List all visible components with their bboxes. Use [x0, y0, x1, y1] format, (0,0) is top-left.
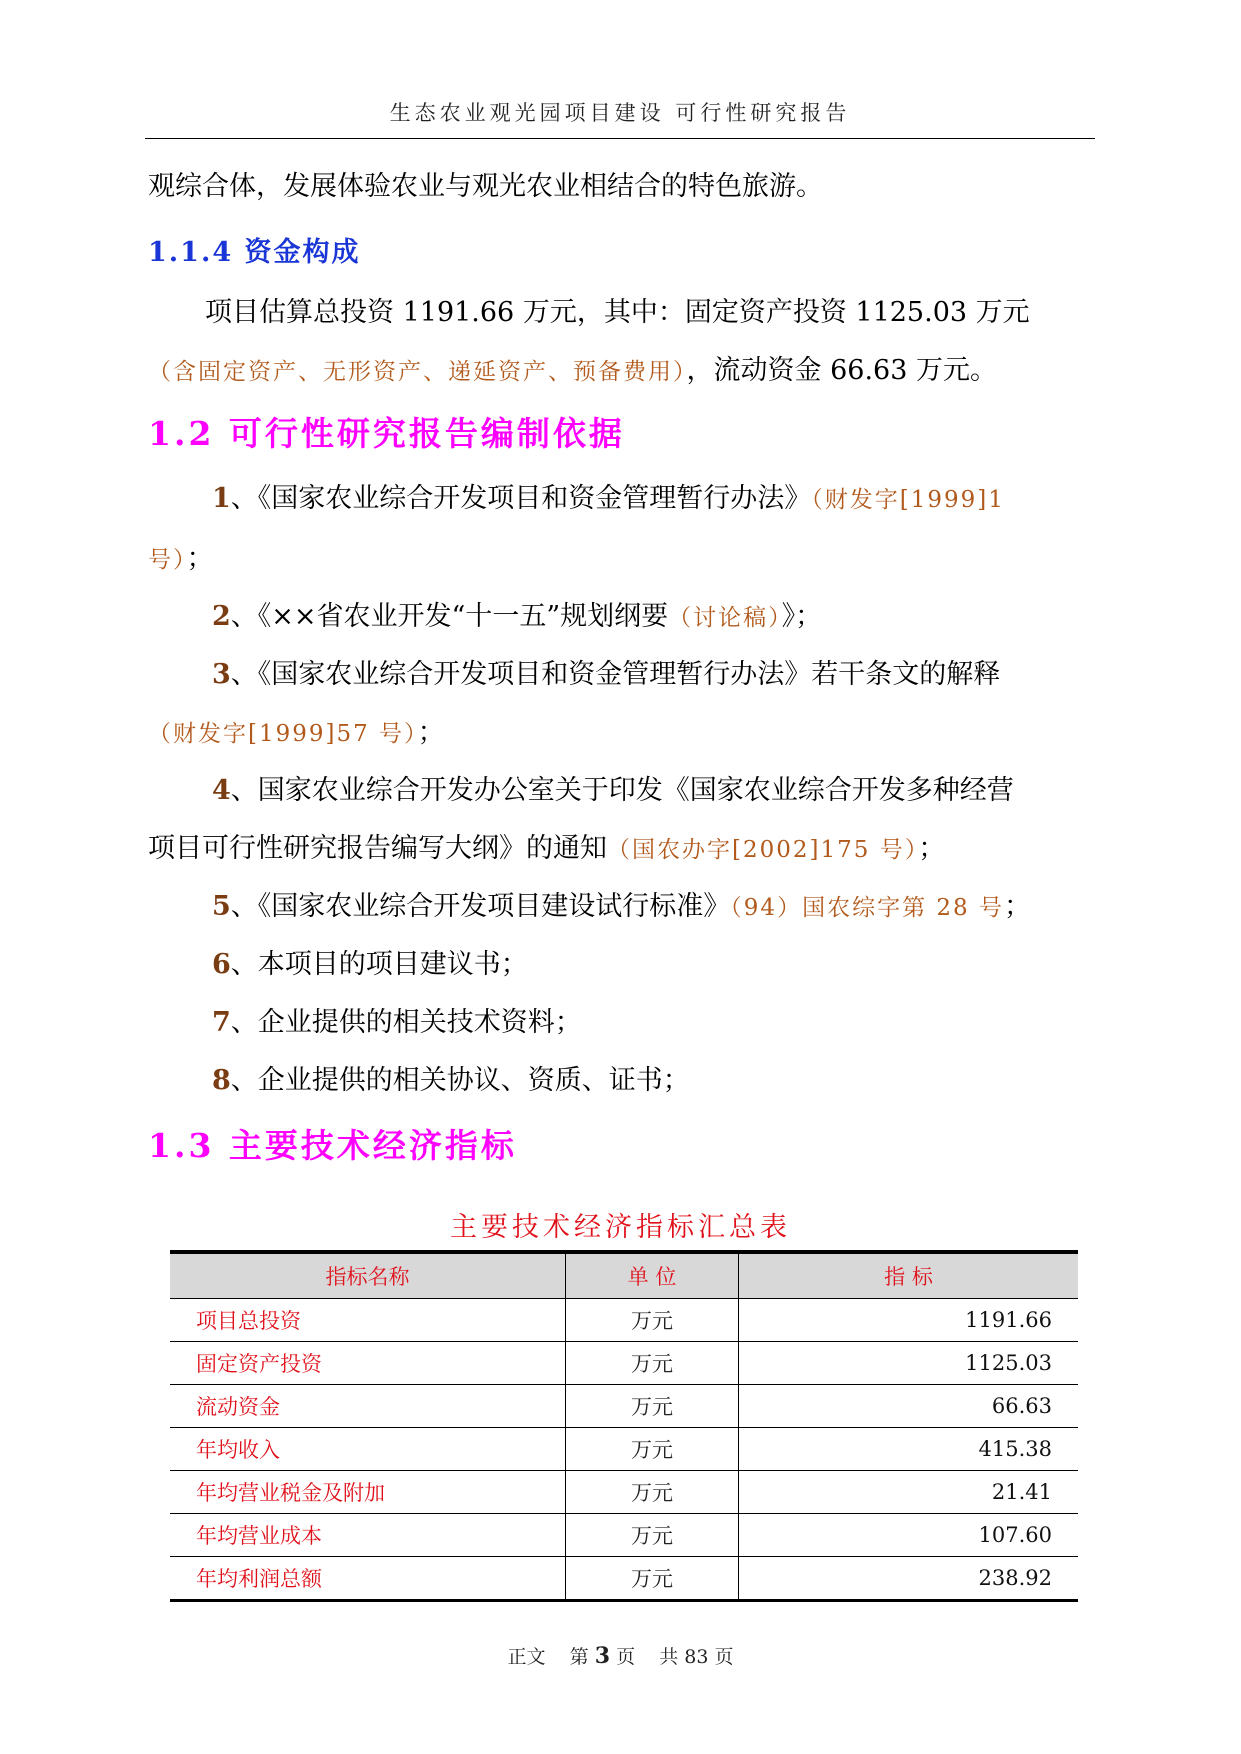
- item-text: 、企业提供的相关协议、资质、证书；: [230, 1065, 690, 1096]
- basis-item-5: [212, 884, 1031, 923]
- basis-item-6: [212, 942, 528, 981]
- indicator-unit: 万元: [566, 1514, 739, 1557]
- indicator-unit: 万元: [566, 1299, 739, 1342]
- indicator-name: 年均营业成本: [170, 1514, 566, 1557]
- col-header-name: 指标名称: [170, 1254, 566, 1299]
- item-text: 、国家农业综合开发办公室关于印发《国家农业综合开发多种经营: [230, 775, 1014, 806]
- indicator-name: 固定资产投资: [170, 1342, 566, 1385]
- footer-page-suffix: 页: [616, 1646, 636, 1668]
- item-note: （财发字[1999]57 号）: [148, 721, 418, 747]
- funding-tail: ，流动资金 66.63 万元。: [686, 355, 997, 386]
- item-tail: 》；: [781, 601, 823, 632]
- item-note: 号）: [148, 547, 187, 573]
- table-row: [170, 1514, 1078, 1557]
- col-header-value: 指 标: [739, 1254, 1079, 1299]
- header-title: 生态农业观光园项目建设 可行性研究报告: [389, 101, 851, 125]
- indicator-value: 1191.66: [739, 1299, 1079, 1342]
- indicator-value: 66.63: [739, 1385, 1079, 1428]
- indicator-value: 21.41: [739, 1471, 1079, 1514]
- item-number: 4: [212, 775, 231, 806]
- indicator-name: 流动资金: [170, 1385, 566, 1428]
- item-text: 、《国家农业综合开发项目和资金管理暂行办法》: [230, 483, 812, 514]
- basis-item-4-line1: [212, 768, 1014, 807]
- indicator-unit: 万元: [566, 1557, 739, 1601]
- basis-item-4-line2: [148, 826, 945, 865]
- item-text: 项目可行性研究报告编写大纲》的通知: [148, 833, 607, 864]
- item-number: 8: [212, 1065, 231, 1096]
- item-number: 5: [212, 891, 231, 922]
- indicator-unit: 万元: [566, 1385, 739, 1428]
- basis-item-8: [212, 1058, 690, 1097]
- footer-page-prefix: 第: [569, 1646, 589, 1668]
- indicator-name: 年均收入: [170, 1428, 566, 1471]
- indicator-value: 1125.03: [739, 1342, 1079, 1385]
- basis-item-2: [212, 594, 822, 633]
- item-text: ；: [417, 717, 445, 748]
- indicator-unit: 万元: [566, 1428, 739, 1471]
- table-header-row: [170, 1254, 1078, 1299]
- item-text: 、企业提供的相关技术资料；: [230, 1007, 582, 1038]
- item-text: 、本项目的项目建议书；: [230, 949, 528, 980]
- table-row: [170, 1557, 1078, 1601]
- item-note: （94）国农综字第 28 号: [730, 895, 1004, 921]
- basis-item-1-line1: [212, 476, 1005, 515]
- item-number: 3: [212, 659, 231, 690]
- section-heading-1-2: 1.2 可行性研究报告编制依据: [148, 414, 625, 453]
- section-heading-1-3: 1.3 主要技术经济指标: [148, 1126, 517, 1165]
- indicator-name: 年均利润总额: [170, 1557, 566, 1601]
- indicator-value: 238.92: [739, 1557, 1079, 1601]
- footer-total-pages: 共 83 页: [659, 1646, 734, 1668]
- item-tail: ；: [1003, 891, 1031, 922]
- indicator-unit: 万元: [566, 1342, 739, 1385]
- indicator-value: 415.38: [739, 1428, 1079, 1471]
- indicator-name: 项目总投资: [170, 1299, 566, 1342]
- funding-paragraph-line2: [148, 348, 997, 387]
- item-number: 6: [212, 949, 231, 980]
- item-number: 7: [212, 1007, 231, 1038]
- intro-tail-paragraph: 观综合体，发展体验农业与观光农业相结合的特色旅游。: [148, 171, 823, 202]
- item-note: （讨论稿）: [668, 605, 782, 631]
- item-text: 、《国家农业综合开发项目建设试行标准》: [230, 891, 731, 922]
- footer-page-number: 3: [594, 1643, 611, 1669]
- page-header: [145, 100, 1095, 139]
- basis-item-1-line2: [148, 536, 214, 575]
- item-text: 、《××省农业开发“十一五”规划纲要: [230, 601, 669, 632]
- table-row: [170, 1342, 1078, 1385]
- footer-section: 正文: [507, 1646, 546, 1668]
- indicator-value: 107.60: [739, 1514, 1079, 1557]
- table-row: [170, 1299, 1078, 1342]
- basis-item-3-line2: [148, 710, 445, 749]
- item-note: （财发字[1999]1: [811, 487, 1005, 513]
- indicator-unit: 万元: [566, 1471, 739, 1514]
- item-text: ；: [186, 543, 214, 574]
- basis-item-7: [212, 1000, 582, 1039]
- table-row: [170, 1471, 1078, 1514]
- table-row: [170, 1428, 1078, 1471]
- indicator-name: 年均营业税金及附加: [170, 1471, 566, 1514]
- section-heading-1-1-4: 1.1.4 资金构成: [148, 237, 361, 268]
- item-number: 2: [212, 601, 231, 632]
- funding-note: （含固定资产、无形资产、递延资产、预备费用）: [148, 359, 687, 385]
- funding-paragraph-line1: 项目估算总投资 1191.66 万元，其中：固定资产投资 1125.03 万元: [205, 297, 1030, 328]
- item-tail: ；: [918, 833, 946, 864]
- basis-item-3-line1: [212, 652, 1000, 691]
- col-header-unit: 单 位: [566, 1254, 739, 1299]
- table-row: [170, 1385, 1078, 1428]
- item-note: （国农办字[2002]175 号）: [607, 837, 919, 863]
- item-text: 、《国家农业综合开发项目和资金管理暂行办法》若干条文的解释: [230, 659, 1001, 690]
- indicator-table: [170, 1250, 1078, 1602]
- item-number: 1: [212, 483, 231, 514]
- table-title: 主要技术经济指标汇总表: [450, 1212, 791, 1243]
- page-footer: [0, 1642, 1241, 1669]
